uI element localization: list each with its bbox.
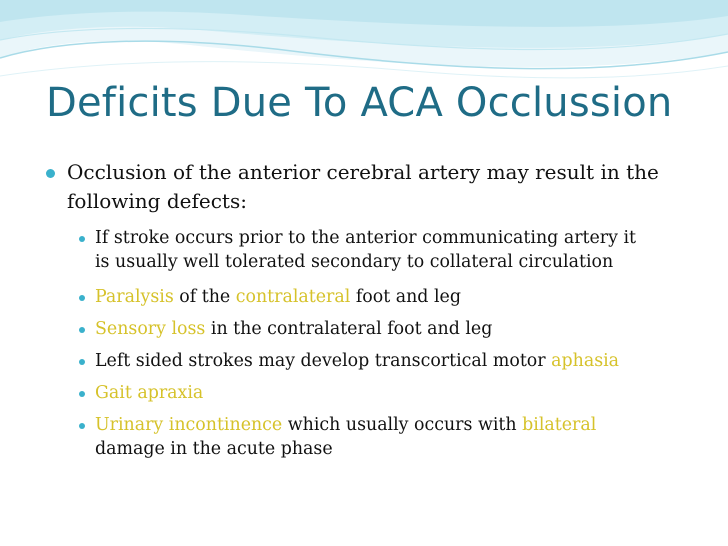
- sub-bullet-sensory-loss: [79, 317, 699, 341]
- sub-bullet-line-1: If stroke occurs prior to the anterior communicating artery it: [95, 228, 637, 248]
- sub-bullet-dot: [79, 359, 85, 365]
- sub-bullet-dot: [79, 327, 85, 333]
- sub-bullet-dot: [79, 391, 85, 397]
- highlight-bilateral: bilateral: [522, 415, 597, 435]
- sub-bullet-text: [95, 381, 699, 405]
- sub-bullet-dot: [79, 236, 85, 242]
- sub-bullet-dot: [79, 423, 85, 429]
- sub-bullet-gait-apraxia: [79, 381, 699, 405]
- sub-bullet-stroke-prior: [79, 226, 699, 274]
- text-segment: foot and leg: [350, 287, 461, 307]
- text-segment: which usually occurs with: [282, 415, 523, 435]
- sub-bullet-text: [95, 349, 699, 373]
- highlight-contralateral: contralateral: [235, 287, 351, 307]
- highlight-sensory-loss: Sensory loss: [95, 319, 206, 339]
- sub-bullet-text: [95, 285, 699, 309]
- sub-bullet-line-2: damage in the acute phase: [95, 439, 333, 459]
- sub-bullet-paralysis: [79, 285, 699, 309]
- sub-bullet-dot: [79, 295, 85, 301]
- highlight-gait-apraxia: Gait apraxia: [95, 383, 204, 403]
- sub-bullet-aphasia: [79, 349, 699, 373]
- bullet-dot: [46, 169, 55, 178]
- text-segment: Left sided strokes may develop transcortical motor: [95, 351, 552, 371]
- sub-bullet-text: [95, 317, 699, 341]
- sub-bullet-line-1: [95, 413, 699, 437]
- slide-title: Deficits Due To ACA Occlussion: [46, 80, 673, 126]
- highlight-paralysis: Paralysis: [95, 287, 174, 307]
- text-segment: of the: [173, 287, 236, 307]
- highlight-aphasia: aphasia: [551, 351, 620, 371]
- sub-bullet-urinary-incontinence: [79, 413, 699, 461]
- bullet-main-line-2: following defects:: [67, 189, 247, 213]
- bullet-main: [46, 158, 696, 216]
- bullet-main-line-1: Occlusion of the anterior cerebral artery may result in the: [67, 160, 659, 184]
- text-segment: in the contralateral foot and leg: [205, 319, 493, 339]
- highlight-urinary-incontinence: Urinary incontinence: [95, 415, 283, 435]
- sub-bullet-line-2: is usually well tolerated secondary to collateral circulation: [95, 252, 614, 272]
